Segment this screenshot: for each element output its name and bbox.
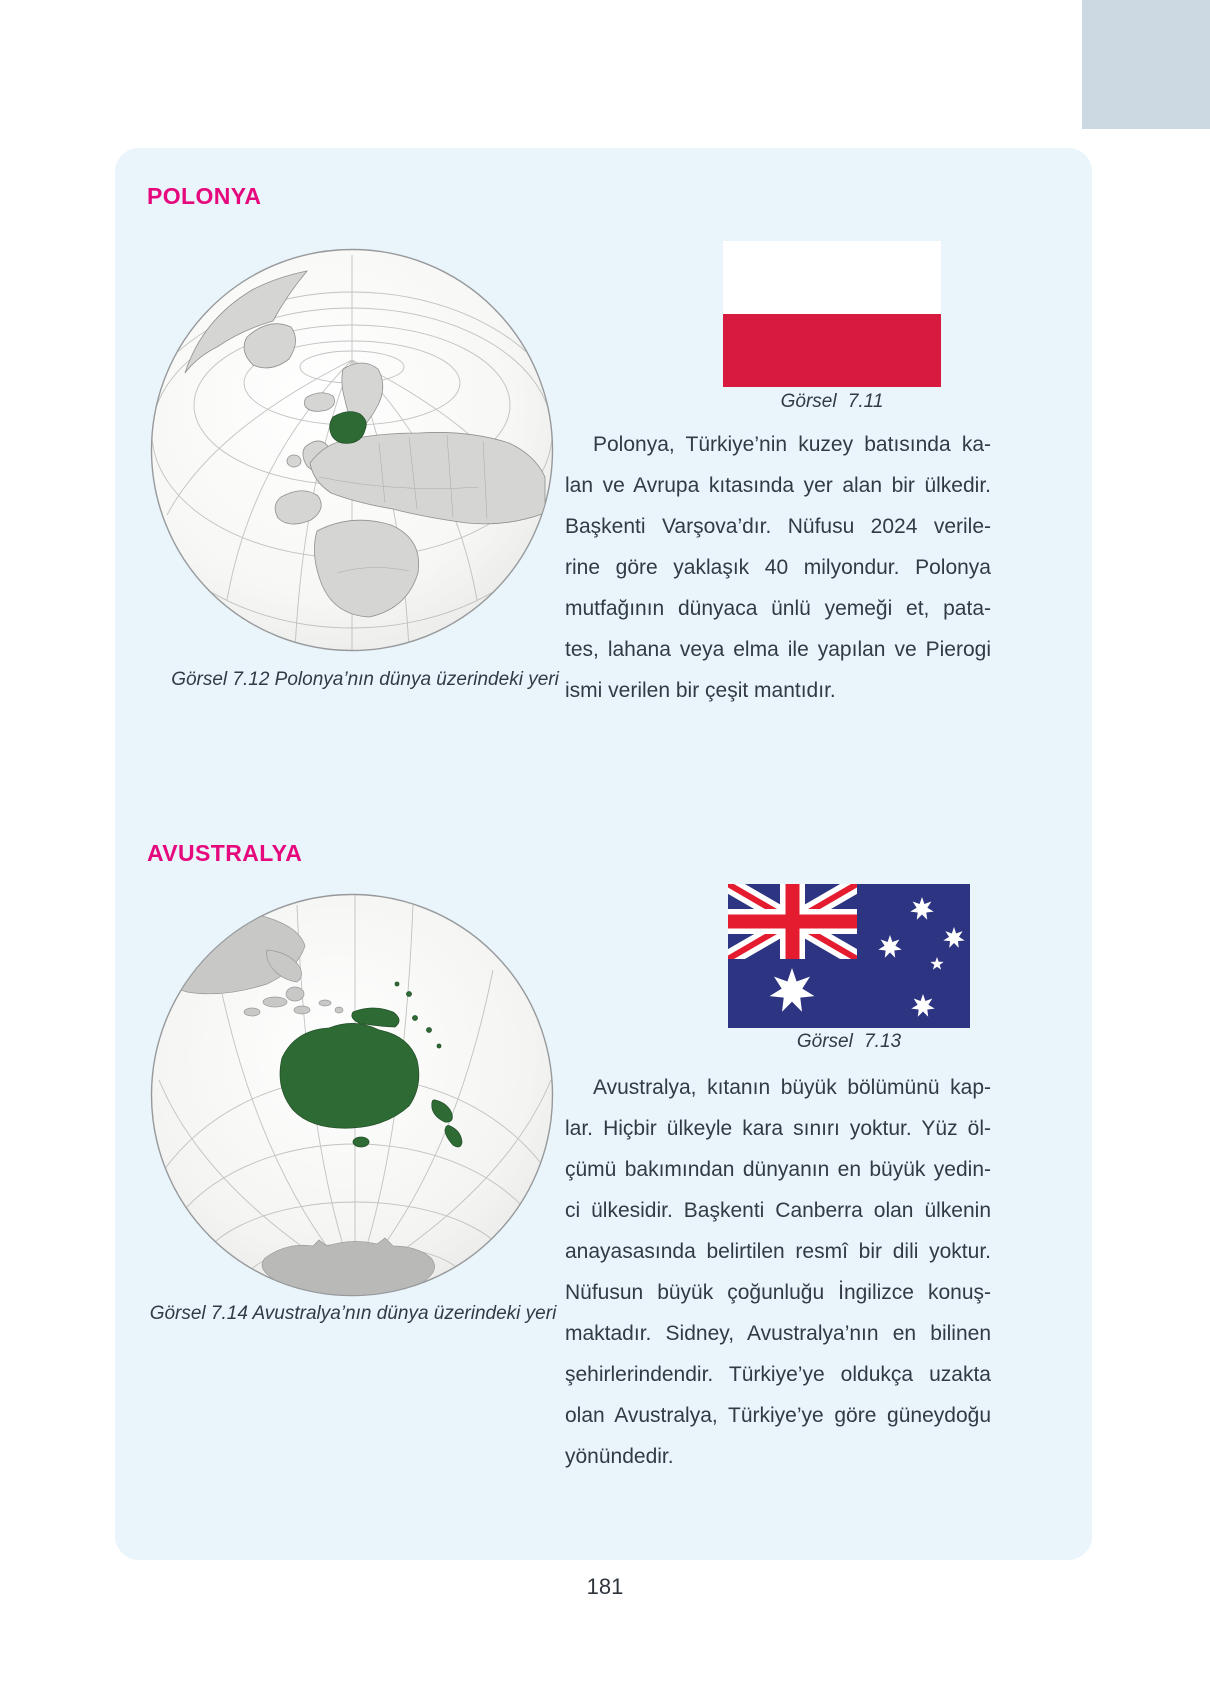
paragraph-line: çümü bakımından dünyanın en büyük yedin-: [565, 1158, 991, 1181]
paragraph-line: ismi verilen bir çeşit mantıdır.: [565, 679, 836, 702]
paragraph-line: anayasasında belirtilen resmî bir dili yoktur.: [565, 1240, 991, 1263]
paragraph-line: yönündedir.: [565, 1445, 674, 1468]
figure-caption-7-13: Görsel 7.13: [796, 1031, 902, 1052]
poland-flag-red-stripe: [723, 314, 941, 387]
paragraph-line: rine göre yaklaşık 40 milyondur. Polonya: [565, 556, 991, 579]
poland-paragraph: [565, 424, 991, 711]
australia-paragraph: [565, 1067, 991, 1477]
figure-caption-7-14: Görsel 7.14 Avustralya’nın dünya üzerindeki yeri: [149, 1303, 557, 1324]
paragraph-line: maktadır. Sidney, Avustralya’nın en bilinen: [565, 1322, 991, 1345]
paragraph-line: lar. Hiçbir ülkeyle kara sınırı yoktur. Yüz öl-: [565, 1117, 991, 1140]
paragraph-line: Polonya, Türkiye’nin kuzey batısında ka-: [593, 433, 991, 456]
page-number: 181: [586, 1574, 624, 1599]
union-jack: [728, 884, 857, 959]
paragraph-line: ci ülkesidir. Başkenti Canberra olan ülkenin: [565, 1199, 991, 1222]
poland-flag-white-stripe: [723, 241, 941, 314]
section-heading-australia: AVUSTRALYA: [147, 840, 303, 866]
section-heading-poland: POLONYA: [147, 183, 262, 209]
paragraph-line: şehirlerindendir. Türkiye’ye oldukça uzakta: [565, 1363, 991, 1386]
poland-flag-image: [723, 241, 941, 387]
australia-globe-map-image: [147, 890, 557, 1300]
poland-globe-map-image: [147, 245, 557, 655]
paragraph-line: mutfağının dünyaca ünlü yemeği et, pata-: [565, 597, 991, 620]
paragraph-line: lan ve Avrupa kıtasında yer alan bir ülkedir.: [565, 474, 991, 497]
paragraph-line: Avustralya, kıtanın büyük bölümünü kap-: [593, 1076, 991, 1099]
paragraph-line: olan Avustralya, Türkiye’ye göre güneydoğu: [565, 1404, 991, 1427]
paragraph-line: tes, lahana veya elma ile yapılan ve Pierogi: [565, 638, 991, 661]
figure-caption-7-12: Görsel 7.12 Polonya’nın dünya üzerindeki yeri: [171, 669, 559, 690]
paragraph-line: Nüfusun büyük çoğunluğu İngilizce konuş-: [565, 1281, 991, 1304]
corner-decoration: [1082, 0, 1210, 129]
australia-flag-image: [728, 884, 970, 1028]
figure-caption-7-11: Görsel 7.11: [780, 391, 884, 412]
paragraph-line: Başkenti Varşova’dır. Nüfusu 2024 verile-: [565, 515, 991, 538]
